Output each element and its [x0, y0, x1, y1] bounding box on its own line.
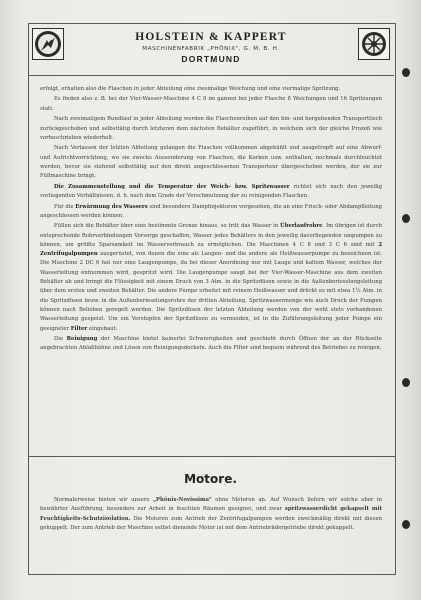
paragraph [40, 203, 382, 222]
text-run: sind besondere Dampfinjektoren vorgesehen, die an eine Frisch- oder Abdampfleitung angeschlossen werden können. [40, 203, 382, 219]
bold-term: Erwärmung des Wassers [75, 203, 148, 210]
punch-hole [402, 520, 410, 529]
paragraph: erfolgt, erhalten also die Flaschen in jeder Abteilung eine zweimalige Weichung und eine viermalige Spritzung. [40, 86, 341, 92]
paragraph: Es finden also z. B. bei der Vier-Wasser-Maschine 4 C 8 im ganzen bei jeder Flasche 8 Weichungen und 16 Spritzungen statt. [40, 96, 382, 112]
bold-term: spritzwasserdicht gekapselt mit Feuchtigkeits-Schutzisolation. [40, 506, 383, 522]
letterhead [28, 23, 394, 76]
text-run: Für die [54, 203, 76, 210]
punch-hole [402, 68, 410, 77]
text-run: richtet sich nach den jeweilig vorliegenden Verhältnissen, d. h. nach dem Grade der Verschmutzung der zu reinigenden Flaschen. [40, 183, 382, 200]
paragraph: Nach zweimaligem Rundlauf in jeder Abteilung werden die Flaschenreihen auf den bin- und hergehenden Transporttisch zurückgeschoben und selbsttätig durch letzteren dem nächsten Behälter zugeführt, in welchem sich der gleiche Prozeß wie vorbeschrieben wiederholt. [40, 116, 382, 141]
text-run: Normalerweise bieten wir unsere [54, 497, 153, 503]
bold-term: Reinigung [66, 336, 98, 343]
text-run: der Maschine bietet keinerlei Schwierigkeiten und geschieht durch Öffnen der an der Rückseite angebrachten Ablaßhähne und Lösen von Reinigungsdeckeln. Auch die Filter sind bequem während des Betriebes zu reinigen. [40, 336, 382, 352]
punch-hole [402, 378, 410, 387]
gear-emblem-icon [358, 28, 390, 60]
bold-term: Filter [70, 325, 88, 332]
text-run: eingebaut. [87, 325, 118, 332]
main-text [40, 85, 382, 355]
text-run: . Im übrigen ist durch entsprechende Rohrverbindungen Vorsorge geschaffen, Wasser jedes Behälters in den jeweilig davorliegenden umpumpen zu können, um größte Sparsamkeit im Wasserverbrauch zu ermöglichen. Die Maschinen 4 C 8 und 3 C 6 sind mit [40, 223, 382, 248]
text-run: ausgerüstet, von denen die eine als Laugen- und die andere als Heißwasserpumpe zu bezeichnen ist. Die Maschine 2 DC 6 hat nur eine Laugenpumpe, da bei dieser Anordnung nur mit Lauge und kaltem Wasser, welches der Wasserleitung entnommen wird, gespritzt wird. Die Laugenpumpe saugt bei der Vier-Wasser-Maschine aus dem zweiten Behälter ab und bringt die Flüssigkeit mit einem Druck von 3 Atm. in die Spritzdüsen sowie in die Außenberieselungsleitung über dem ersten und zweiten Behälter. Die andere Pumpe erbeitet mit reinem Heißwasser und drückt es mit etwa 1½ Atm. in die Spritzdüsen bezw. in die Außenberieselungsrohre der dritten Abteilung. Spritzwassermenge wie auch Druck der Pumpen können nach Belieben geregelt werden. Die Spritzdüsen der letzten Abteilung werden von der wohl stets vorhandenen Wasserleitung gespeist. Um ein Verstopfen der Spritzdüsen zu vermeiden, ist in die Zuführungsleitung jeder Pumpe ein geeigneter [40, 251, 382, 332]
company-name: HOLSTEIN & KAPPERT [135, 31, 287, 43]
motore-text [40, 496, 382, 533]
bold-term: „Phönix-Novissima" [153, 497, 212, 503]
text-run: ohne Motoren an. Auf Wunsch liefern wir solche aber in bewährter Ausführung, besonders zur Arbeit in feuchten Räumen geeignet, und zwar [40, 497, 382, 513]
paragraph [40, 335, 382, 354]
section-divider [28, 456, 396, 457]
company-subtitle: MASCHINENFABRIK „PHÖNIX", G. M. B. H. [142, 46, 280, 52]
paragraph [40, 222, 382, 334]
bold-term: 2 Zentrifugalpumpen [40, 241, 382, 258]
section-heading: Motore. [184, 472, 237, 486]
paragraph [40, 496, 382, 533]
punch-hole [402, 214, 410, 223]
bold-term: Überlaufrohre [280, 223, 323, 230]
text-run: Die Motoren zum Antrieb der Zentrifugalpumpen werden zweckmäßig direkt mit diesen gekuppelt. Der zum Antrieb der Maschine selbst dienende Motor ist mit dem Antriebrädergetriebe direkt gekuppelt. [40, 515, 382, 531]
phoenix-logo-icon [32, 28, 64, 60]
bold-term: Die Zusammenstellung und die Temperatur der Weich- bzw. Spritzwasser [54, 183, 290, 190]
paragraph [40, 183, 382, 202]
paragraph: Nach Verlassen der letzten Abteilung gelangen die Flaschen vollkommen abgekühlt und ausgetropft auf eine Abwurf- und Aufrichtvorrichtung, wo sie zwecks Aussonderung von Flaschen, die Korken usw. enthalten, nochmals durchleuchtet werden, bevor sie stehend selbsttätig auf den direkt angeschlossenen Transporteur übergeschoben werden, der sie zur Füllmaschine bringt. [40, 145, 382, 180]
text-run: Die [54, 336, 67, 343]
text-run: Füllen sich die Behälter über eine bestimmte Grenze hinaus, so tritt das Wasser in [54, 223, 281, 230]
company-city: DORTMUND [181, 54, 241, 64]
